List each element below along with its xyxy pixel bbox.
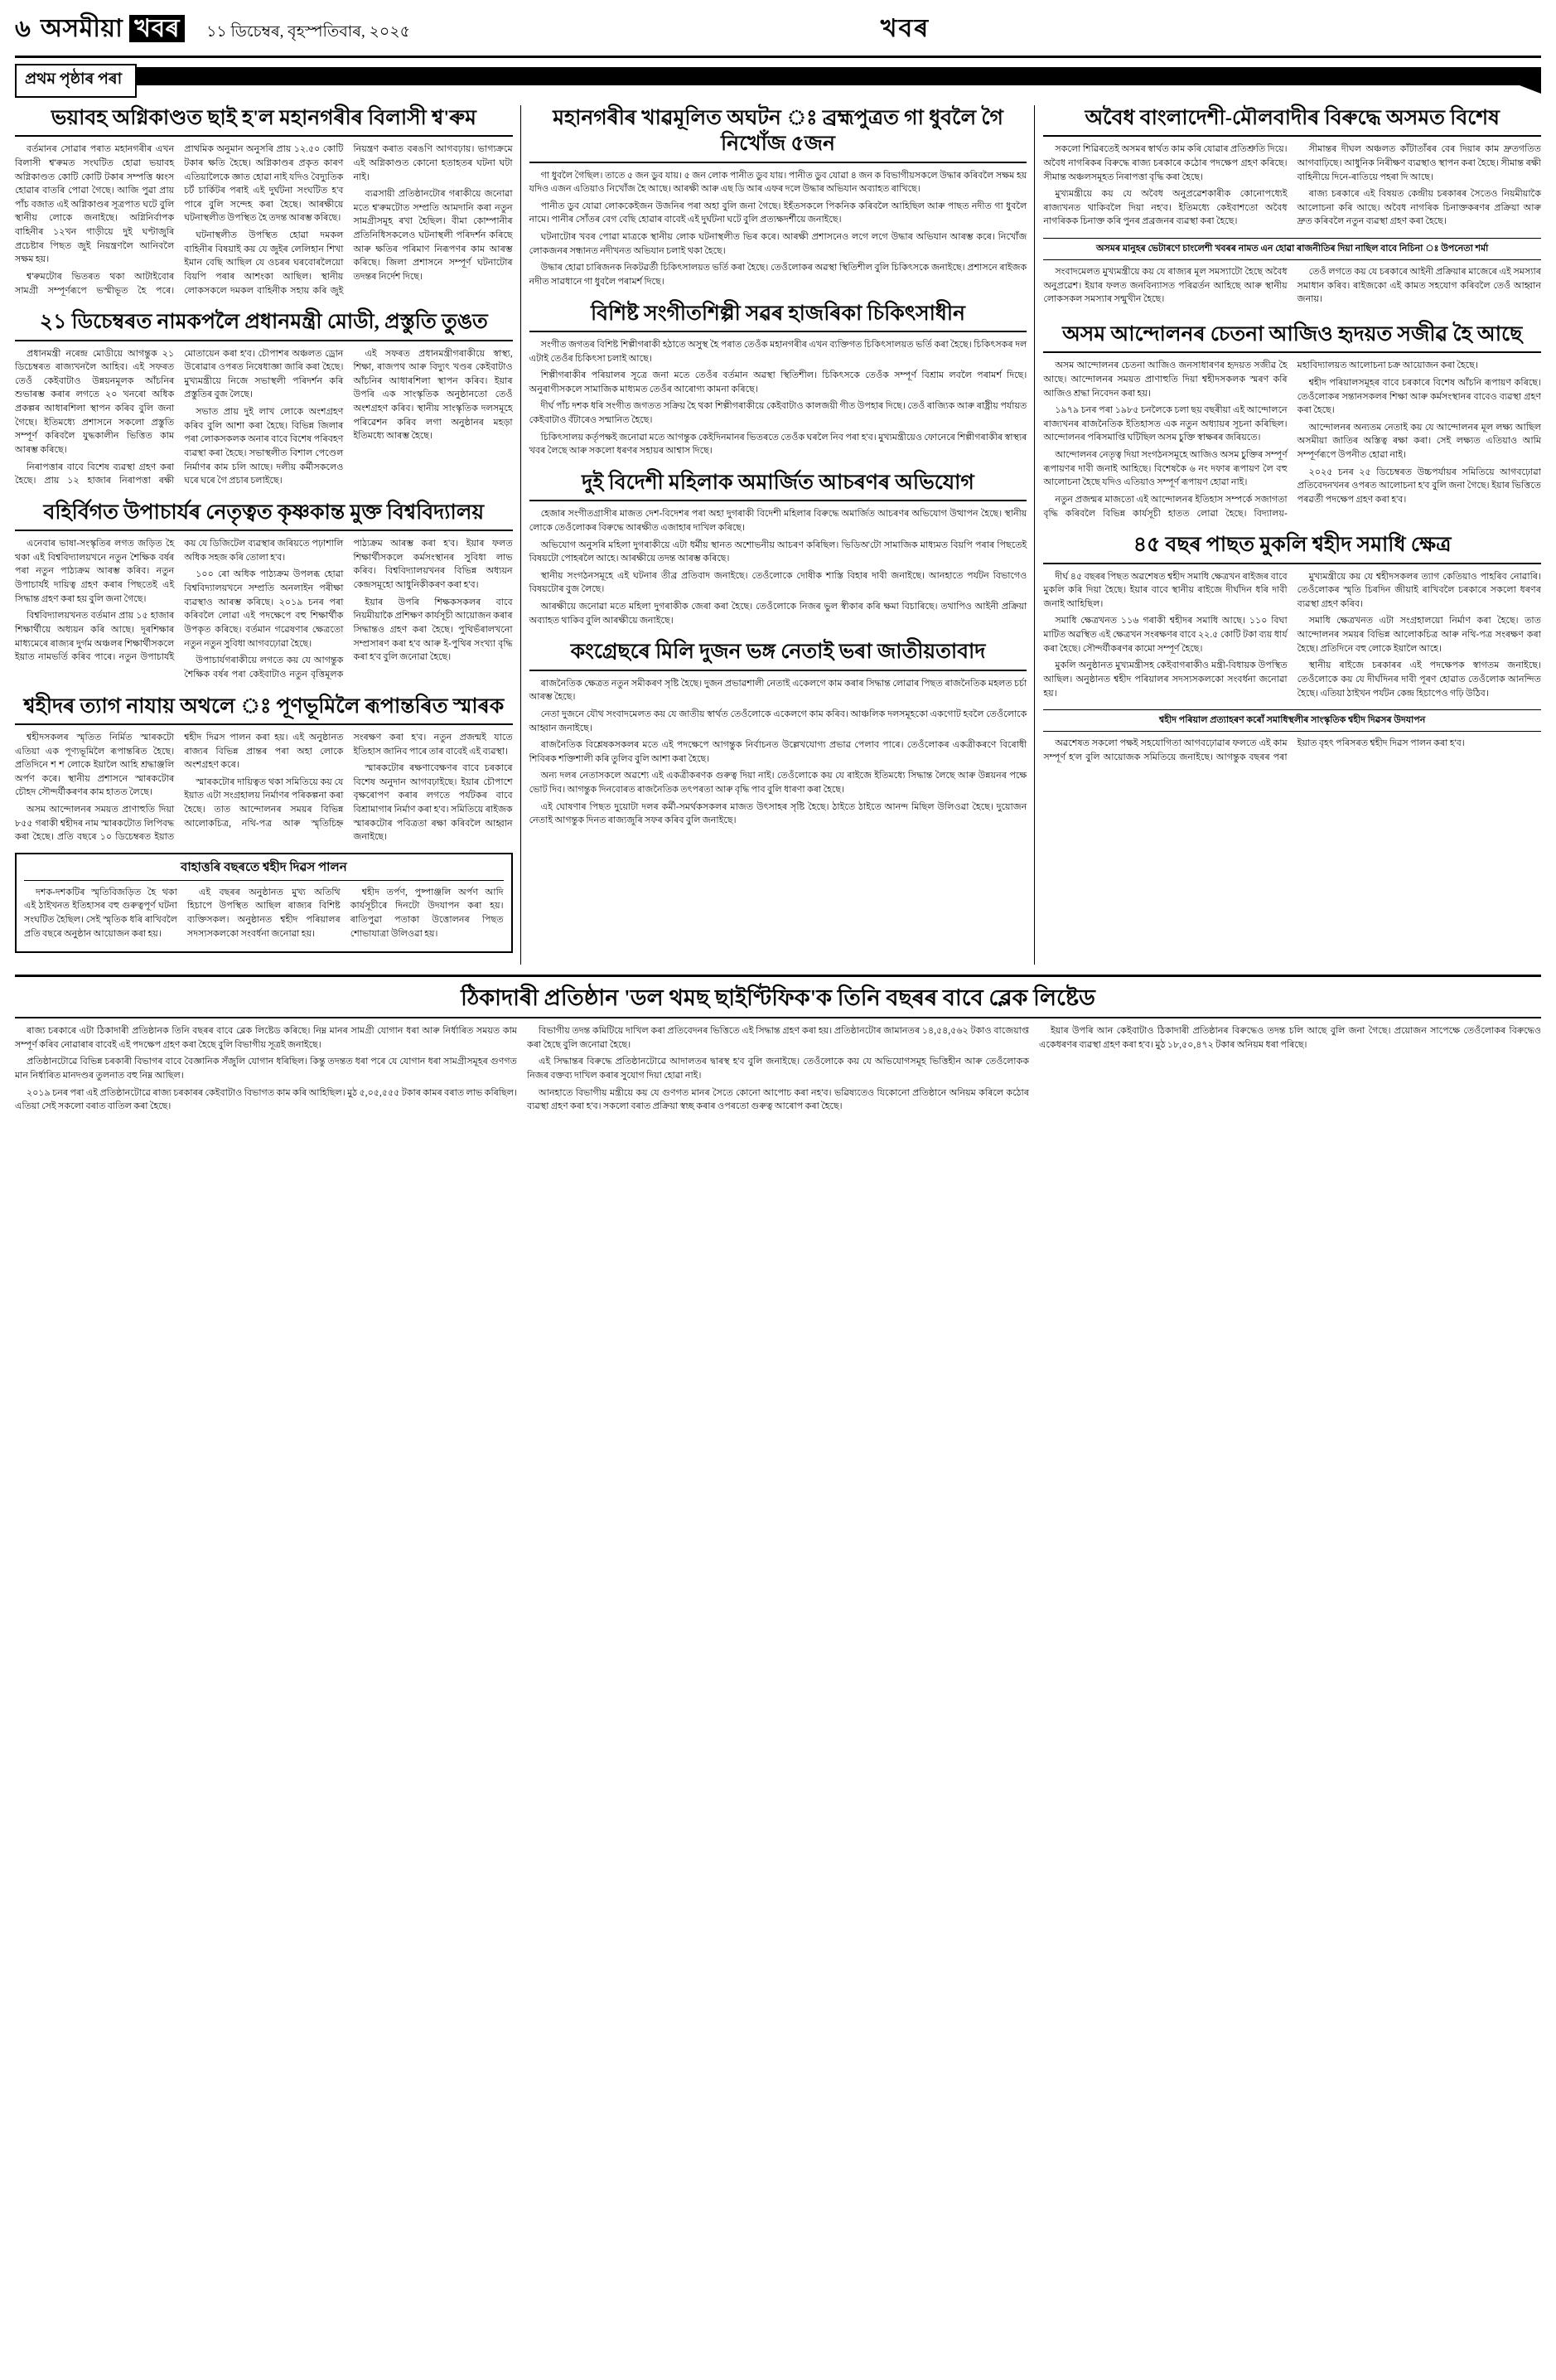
body-martyr-memorial xyxy=(15,731,513,844)
paper-title-part2: খবৰ xyxy=(129,15,185,42)
headline-shahid-cemetery: ৪৫ বছৰ পাছত মুকলি শ্বহীদ সমাধি ক্ষেত্ৰ xyxy=(1043,532,1541,564)
body-assam-movement xyxy=(1043,359,1541,520)
paragraph: নেতা দুজনে যৌথ সংবাদমেলত কয় যে জাতীয় স্বাৰ্থত তেওঁলোকে একেলগে কাম কৰিব। আঞ্চলিক দলসমূহকো একগোট হবলৈ তেওঁলোকে আহ্বান জনাইছে। xyxy=(529,709,1027,733)
headline-assam-movement: অসম আন্দোলনৰ চেতনা আজিও হৃদয়ত সজীৱ হৈ আছে xyxy=(1043,322,1541,353)
headline-illegal-bangladeshi: অবৈধ বাংলাদেশী-মৌলবাদীৰ বিৰুদ্ধে অসমত বিশেষ xyxy=(1043,105,1541,137)
headline-modi-visit: ২১ ডিচেম্বৰত নামকপলৈ প্ৰধানমন্ত্ৰী মোডী, প্ৰস্তুতি তুঙত xyxy=(15,309,513,341)
headline-brahmaputra-missing: মহানগৰীৰ খাৱমূলিত অঘটন ঃ ব্ৰহ্মপুত্ৰত গা ধুবলৈ গৈ নিখোঁজ ৫জন xyxy=(529,105,1027,163)
paragraph: শ্ব'ৰুমটোৰ ভিতৰত থকা আটাইবোৰ সামগ্ৰী সম্পূৰ্ণৰূপে ভস্মীভূত হৈ পৰে। প্ৰাথমিক অনুমান অনুসৰি প্ৰায় ১২.৫০ কোটি টকাৰ ক্ষতি হৈছে। অগ্নিকাণ্ডৰ প্ৰকৃত কাৰণ এতিয়ালৈকে জ্ঞাত হোৱা নাই যদিও বৈদ্যুতিক চৰ্ট চাৰ্কিটৰ পৰাই এই দুৰ্ঘটনা সংঘটিত হ'ব পাৰে বুলি সন্দেহ কৰা হৈছে। আৰক্ষীয়ে ঘটনাস্থলীত উপস্থিত হৈ তদন্ত আৰম্ভ কৰিছে। xyxy=(15,144,344,296)
column-left xyxy=(15,105,513,965)
paragraph: মুখ্যমন্ত্ৰীয়ে কয় যে অবৈধ অনুপ্ৰৱেশকাৰীক কোনোপধ্যেই ৰাজ্যখনত থাকিবলৈ দিয়া নহ'ব। ইতিমধ্যে কেইবাশতো অবৈধ নাগৰিকক চিনাক্ত কৰি পুনৰ প্ৰব্ৰজনৰ ব্যৱস্থা কৰা হৈছে। xyxy=(1043,189,1288,227)
paragraph: অন্য দলৰ নেতাসকলে অৱশ্যে এই একত্ৰীকৰণক গুৰুত্ব দিয়া নাই। তেওঁলোকে কয় যে ৰাইজে ইতিমধ্যে সিদ্ধান্ত লৈছে আৰু উন্নয়নৰ পক্ষে ভোট দিব। আগন্তুক দিনবোৰত ৰাজনৈতিক তৎপৰতা আৰু বৃদ্ধি পাব বুলি ধাৰণা কৰা হৈছে। xyxy=(529,771,1027,796)
body-martyr-day xyxy=(24,886,504,945)
ribbon-bar xyxy=(15,67,1541,85)
paragraph: স্থানীয় ৰাইজে চৰকাৰৰ এই পদক্ষেপক স্বাগতম জনাইছে। তেওঁলোকে কয় যে দীৰ্ঘদিনৰ দাবী পূৰণ হোৱাত তেওঁলোক আনন্দিত হৈছে। এতিয়া ঠাইখন পৰ্যটন কেন্দ্ৰ হিচাপেও গঢ়ি উঠিব। xyxy=(1297,660,1541,699)
paragraph: সীমান্তৰ দীঘল অঞ্চলত কাঁটাতাঁৰৰ বেৰ দিয়াৰ কাম দ্ৰুতগতিত আগবাঢ়িছে। আধুনিক নিৰীক্ষণ ব্যৱস্থাও স্থাপন কৰা হৈছে। সীমান্ত ৰক্ষী বাহিনীয়ে দিনে-ৰাতিয়ে পহৰা দি আছে। xyxy=(1297,144,1541,182)
paragraph: অসম আন্দোলনৰ সময়ত প্ৰাণাহুতি দিয়া ৮৫৫ গৰাকী শ্বহীদৰ নাম স্মাৰকটোত লিপিবদ্ধ কৰা হৈছে। প্ৰতি বছৰে ১০ ডিচেম্বৰত ইয়াত শ্বহীদ দিৱস পালন কৰা হয়। এই অনুষ্ঠানত ৰাজ্যৰ বিভিন্ন প্ৰান্তৰ পৰা অহা লোকে অংশগ্ৰহণ কৰে। xyxy=(15,732,344,843)
body-fire-showroom xyxy=(15,143,513,298)
paragraph: প্ৰধানমন্ত্ৰী নৰেন্দ্ৰ মোডীয়ে আগন্তুক ২১ ডিচেম্বৰত ৰাজ্যখনলৈ আহিব। এই সফৰত তেওঁ কেইবাটাও উন্নয়নমূলক আঁচনিৰ শুভাৰম্ভ কৰাৰ লগতে ২০ খনৰো অধিক প্ৰকল্পৰ আধাৰশিলা স্থাপন কৰিব বুলি জনা গৈছে। ইতিমধ্যে প্ৰশাসনে সকলো প্ৰস্তুতি সম্পূৰ্ণ কৰিবলৈ যুদ্ধকালীন ভিত্তিত কাম আৰম্ভ কৰিছে। xyxy=(15,348,175,456)
paragraph: দীৰ্ঘ পাঁচ দশক ধৰি সংগীত জগতত সক্ৰিয় হৈ থকা শিল্পীগৰাকীয়ে কেইবাটাও কালজয়ী গীত উপহাৰ দিছে। তেওঁ ৰাজ্যিক আৰু ৰাষ্ট্ৰীয় পৰ্যায়ত কেইবাটাও বঁটাৰেও সন্মানিত হৈছে। xyxy=(529,401,1027,426)
paragraph: গা ধুবলৈ গৈছিল। তাতে ৫ জন ডুব যায়। ৫ জন লোক পানীত ডুব যায়। পানীত ডুব যোৱা ৪ জন ক বিভাগীয়সকলে উদ্ধাৰ কৰিবলৈ সক্ষম হয় যদিও এজন এতিয়াও নিখোঁজ হৈ আছে। আৰক্ষী আৰু এছ ডি আৰ এফৰ দলে উদ্ধাৰ অভিযান অব্যাহত ৰাখিছে। xyxy=(529,170,1027,195)
paragraph: দশক-দশকটিৰ স্মৃতিবিজড়িত হৈ থকা এই ঠাইখনত ইতিহাসৰ বহু গুৰুত্বপূৰ্ণ ঘটনা সংঘটিত হৈছিল। সেই স্মৃতিক ধৰি ৰাখিবলৈ প্ৰতি বছৰে অনুষ্ঠান আয়োজন কৰা হয়। xyxy=(24,887,177,939)
column-right xyxy=(1043,105,1541,965)
headline-martyr-day: বাহাত্তৰি বছৰতে শ্বহীদ দিৱস পালন xyxy=(24,860,504,881)
body-contractor-blacklist xyxy=(15,1024,1541,1114)
article-martyr-memorial xyxy=(15,694,513,954)
paragraph: মুখ্যমন্ত্ৰীয়ে কয় যে শ্বহীদসকলৰ ত্যাগ কেতিয়াও পাহৰিব নোৱাৰি। তেওঁলোকৰ স্মৃতি চিৰদিন জীয়াই ৰাখিবলৈ চৰকাৰে সকলো ধৰণৰ ব্যৱস্থা গ্ৰহণ কৰিব। xyxy=(1297,571,1541,609)
body-shahid-cemetery xyxy=(1043,570,1541,704)
paragraph: ১৯৭৯ চনৰ পৰা ১৯৮৫ চনলৈকে চলা ছয় বছৰীয়া এই আন্দোলনে ৰাজ্যখনৰ ৰাজনৈতিক ইতিহাসত এক নতুন অধ্যায়ৰ সূচনা কৰিছিল। আন্দোলনৰ পৰিসমাপ্তি ঘটিছিল অসম চুক্তি স্বাক্ষৰৰ জৰিয়তে। xyxy=(1043,405,1288,443)
continued-from-ribbon xyxy=(15,64,1541,97)
body-shahid-cemetery-after xyxy=(1043,737,1541,764)
article-shahid-cemetery xyxy=(1043,532,1541,764)
paper-title-part1: অসমীয়া xyxy=(40,15,123,42)
paragraph: সমাধি ক্ষেত্ৰখনত ১১৬ গৰাকী শ্বহীদৰ সমাধি আছে। ১১০ বিঘা মাটিত অৱস্থিত এই ক্ষেত্ৰখন সংৰক্ষণৰ বাবে ২২.৫ কোটি টকা ব্যয় ধাৰ্য কৰা হৈছে। সৌন্দৰ্যীকৰণৰ কামো সম্পূৰ্ণ হৈছে। xyxy=(1043,616,1288,654)
paragraph: এই সফৰত প্ৰধানমন্ত্ৰীগৰাকীয়ে স্বাস্থ্য, শিক্ষা, ৰাজপথ আৰু বিদ্যুৎ খণ্ডৰ কেইবাটাও আঁচনিৰ আধাৰশিলা স্থাপন কৰিব। ইয়াৰ উপৰি এক সাংস্কৃতিক অনুষ্ঠানতো তেওঁ অংশগ্ৰহণ কৰিব। স্থানীয় সাংস্কৃতিক দলসমূহে পৰিৱেশন কৰিব লগা অনুষ্ঠানৰ মহড়া ইতিমধ্যে আৰম্ভ হৈছে। xyxy=(353,348,513,442)
paragraph: শ্বহীদ পৰিয়ালসমূহৰ বাবে চৰকাৰে বিশেষ আঁচনি ৰূপায়ণ কৰিছে। তেওঁলোকৰ সন্তানসকলৰ শিক্ষা আৰু কৰ্মসংস্থানৰ বাবেও ব্যৱস্থা গ্ৰহণ কৰা হৈছে। xyxy=(1297,377,1541,416)
paragraph: বিশ্ববিদ্যালয়খনত বৰ্তমান প্ৰায় ১৫ হাজাৰ শিক্ষাৰ্থীয়ে অধ্যয়ন কৰি আছে। দূৰশিক্ষাৰ মাধ্যমেৰে ৰাজ্যৰ দুৰ্গম অঞ্চলৰ শিক্ষাৰ্থীসকলে ইয়াত নামভৰ্তি কৰিব পাৰে। নতুন উপাচাৰ্যই কয় যে ডিজিটেল ব্যৱস্থাৰ জৰিয়তে পঢ়াশালি অধিক সহজ কৰি তোলা হ'ব। xyxy=(15,539,344,663)
paragraph: স্মাৰকটোৰ ৰক্ষণাবেক্ষণৰ বাবে চৰকাৰে বিশেষ অনুদান আগবঢ়াইছে। ইয়াৰ চৌপাশে বৃক্ষৰোপণ কৰাৰ লগতে পৰ্যটকৰ বাবে বিশ্ৰামাগাৰ নিৰ্মাণ কৰা হ'ব। সমিতিয়ে ৰাইজক স্মাৰকটোৰ পবিত্ৰতা ৰক্ষা কৰিবলৈ আহ্বান জনাইছে। xyxy=(353,763,513,843)
paragraph: উদ্ধাৰ হোৱা চাৰিজনক নিকটৱৰ্তী চিকিৎসালয়ত ভৰ্তি কৰা হৈছে। তেওঁলোকৰ অৱস্থা স্থিতিশীল বুলি চিকিৎসকে জনাইছে। প্ৰশাসনে ৰাইজক নদীত সাৱধানে গা ধুবলৈ পৰামৰ্শ দিছে। xyxy=(529,263,1027,287)
paragraph: প্ৰতিষ্ঠানটোৱে বিভিন্ন চৰকাৰী বিভাগৰ বাবে বৈজ্ঞানিক সঁজুলি যোগান ধৰিছিল। কিন্তু তদন্তত ধৰা পৰে যে যোগান ধৰা সামগ্ৰীসমূহৰ গুণগত মান নিৰ্ধাৰিত মানদণ্ডৰ তুলনাত বহু নিম্ন আছিল। xyxy=(15,1057,517,1081)
paragraph: ঘটনাস্থলীত উপস্থিত হোৱা দমকল বাহিনীৰ বিষয়াই কয় যে জুইৰ লেলিহান শিখা ইমান বেছি আছিল যে ওচৰৰ ঘৰবোৰলৈয়ো বিয়পি পৰাৰ আশংকা আছিল। স্থানীয় লোকসকলে দমকল বাহিনীক সহায় কৰি জুই নিয়ন্ত্ৰণ কৰাত বৰঙণি আগবঢ়ায়। ভাগ্যক্ৰমে এই অগ্নিকাণ্ডত কোনো হতাহতৰ ঘটনা ঘটা নাই। xyxy=(184,144,513,296)
paragraph: বিভাগীয় তদন্ত কমিটিয়ে দাখিল কৰা প্ৰতিবেদনৰ ভিত্তিতে এই সিদ্ধান্ত গ্ৰহণ কৰা হয়। প্ৰতিষ্ঠানটোৰ জামানতৰ ১৪,৫৪,৫৬২ টকাও বাজেয়াপ্ত কৰা হৈছে বুলি জনোৱা হৈছে। xyxy=(527,1026,1029,1050)
paragraph: উপাচাৰ্যগৰাকীয়ে লগতে কয় যে আগন্তুক শৈক্ষিক বৰ্ষৰ পৰা কেইবাটাও নতুন বৃত্তিমূলক পাঠ্যক্ৰম আৰম্ভ কৰা হ'ব। ইয়াৰ ফলত শিক্ষাৰ্থীসকলে কৰ্মসংস্থানৰ সুবিধা লাভ কৰিব। বিশ্ববিদ্যালয়খনৰ বিভিন্ন অধ্যয়ন কেন্দ্ৰসমূহো আধুনিকীকৰণ কৰা হ'ব। xyxy=(184,539,513,680)
body-two-foreign-women xyxy=(529,507,1027,627)
paragraph: ঘটনাটোৰ খবৰ পোৱা মাত্ৰকে স্থানীয় লোক ঘটনাস্থলীত ভিৰ কৰে। আৰক্ষী প্ৰশাসনেও লগে লগে উদ্ধাৰ অভিযান আৰম্ভ কৰে। নিখোঁজ লোকজনৰ সন্ধানত নদীখনত অভিযান চলাই থকা হৈছে। xyxy=(529,232,1027,256)
body-modi-visit xyxy=(15,347,513,488)
section-heading: খবৰ xyxy=(880,15,930,42)
headline-open-university: বহিৰ্বিগত উপাচাৰ্যৰ নেতৃত্বত কৃষ্ণকান্ত মুক্ত বিশ্ববিদ্যালয় xyxy=(15,500,513,531)
ribbon-arrow-icon xyxy=(1520,85,1541,94)
paragraph: এই বছৰৰ অনুষ্ঠানত মুখ্য অতিথি হিচাপে উপস্থিত আছিল ৰাজ্যৰ বিশিষ্ট ব্যক্তিসকল। অনুষ্ঠানত শ্বহীদ পৰিয়ালৰ সদস্যসকলকো সংবৰ্ধনা জনোৱা হয়। xyxy=(186,887,341,939)
paragraph: এই ঘোষণাৰ পিছত দুয়োটা দলৰ কৰ্মী-সমৰ্থকসকলৰ মাজত উৎসাহৰ সৃষ্টি হৈছে। ঠাইতে ঠাইতে আনন্দ মিছিল উলিওৱা হৈছে। দুয়োজন নেতাই আগন্তুক দিনত ৰাজ্যজুৰি সফৰ কৰিব বুলি জনাইছে। xyxy=(529,801,1027,826)
headline-contractor-blacklist: ঠিকাদাৰী প্ৰতিষ্ঠান 'ডল থমছ ছাইণ্টিফিক'ক তিনি বছৰৰ বাবে ব্লেক লিষ্টেড xyxy=(15,984,1541,1018)
paragraph: স্মাৰকটোৰ দায়িত্বত থকা সমিতিয়ে কয় যে ইয়াত এটা সংগ্ৰহালয় নিৰ্মাণৰ পৰিকল্পনা কৰা হৈছে। তাত আন্দোলনৰ সময়ৰ বিভিন্ন আলোকচিত্ৰ, নথি-পত্ৰ আৰু স্মৃতিচিহ্ন সংৰক্ষণ কৰা হ'ব। নতুন প্ৰজন্মই যাতে ইতিহাস জানিব পাৰে তাৰ বাবেই এই ব্যৱস্থা। xyxy=(184,732,513,829)
article-illegal-bangladeshi xyxy=(1043,105,1541,310)
caption-shahid-cemetery: শ্বহীদ পৰিয়াল প্ৰত্যাহৰণ কৰোঁ সমাধিস্থলীৰ সাংস্কৃতিক শ্বহীদ দিৱসৰ উদযাপন xyxy=(1043,709,1541,732)
paragraph: সভাত প্ৰায় দুই লাখ লোকে অংশগ্ৰহণ কৰিব বুলি আশা কৰা হৈছে। বিভিন্ন জিলাৰ পৰা লোকসকলক অনাৰ বাবে বিশেষ পৰিবহণ ব্যৱস্থা কৰা হৈছে। সভাস্থলীত বিশাল পেণ্ডেল নিৰ্মাণৰ কাম চলি আছে। দলীয় কৰ্মীসকলেও ঘৰে ঘৰে গৈ প্ৰচাৰ চলাইছে। xyxy=(184,407,344,486)
paragraph: অৱশেষত সকলো পক্ষই সহযোগিতা আগবঢ়োৱাৰ ফলতে এই কাম সম্পূৰ্ণ হ'ল বুলি আয়োজক সমিতিয়ে জনাইছে। আগন্তুক বছৰৰ পৰা ইয়াত বৃহৎ পৰিসৰত শ্বহীদ দিৱস পালন কৰা হ'ব। xyxy=(1043,738,1465,762)
issue-date: ১১ ডিচেম্বৰ, বৃহস্পতিবাৰ, ২০২৫ xyxy=(206,23,410,41)
paragraph: তেওঁ লগতে কয় যে চৰকাৰে আইনী প্ৰক্ৰিয়াৰ মাজেৰে এই সমস্যাৰ সমাধান কৰিব। ৰাইজকো এই কামত সহযোগ কৰিবলৈ তেওঁ আহ্বান জনায়। xyxy=(1297,267,1541,305)
article-singer-hospitalised xyxy=(529,301,1027,458)
body-two-leaders-unite xyxy=(529,677,1027,828)
body-brahmaputra-missing xyxy=(529,169,1027,289)
paragraph: অসম আন্দোলনৰ চেতনা আজিও জনসাধাৰণৰ হৃদয়ত সজীৱ হৈ আছে। আন্দোলনৰ সময়ত প্ৰাণাহুতি দিয়া শ্বহীদসকলক স্মৰণ কৰি আজিও শ্ৰদ্ধা নিবেদন কৰা হয়। xyxy=(1043,360,1288,399)
paragraph: আনহাতে বিভাগীয় মন্ত্ৰীয়ে কয় যে গুণগত মানৰ সৈতে কোনো আপোচ কৰা নহ'ব। ভৱিষ্যতেও যিকোনো প্ৰতিষ্ঠানে অনিয়ম কৰিলে কঠোৰ ব্যৱস্থা গ্ৰহণ কৰা হ'ব। সকলো বৰাত প্ৰক্ৰিয়া স্বচ্ছ কৰাৰ ওপৰতো গুৰুত্ব আৰোপ কৰা হৈছে। xyxy=(527,1087,1029,1112)
body-open-university xyxy=(15,537,513,681)
paragraph: সংবাদমেলত মুখ্যমন্ত্ৰীয়ে কয় যে ৰাজ্যৰ মূল সমস্যাটো হৈছে অবৈধ অনুপ্ৰৱেশ। ইয়াৰ ফলত জনবিন্যাসত পৰিৱৰ্তন আহিছে আৰু স্থানীয় লোকসকল সমস্যাৰ সন্মুখীন হৈছে। xyxy=(1043,267,1288,305)
paragraph: শ্বহীদ তৰ্পণ, পুষ্পাঞ্জলি অৰ্পণ আদি কাৰ্যসূচীৰে দিনটো উদযাপন কৰা হয়। ৰাতিপুৱা পতাকা উত্তোলনৰ পিছত শোভাযাত্ৰা উলিওৱা হয়। xyxy=(350,887,504,939)
paragraph: শ্বহীদসকলৰ স্মৃতিত নিৰ্মিত স্মাৰকটো এতিয়া এক পূণ্যভূমিলৈ ৰূপান্তৰিত হৈছে। প্ৰতিদিনে শ শ লোকে ইয়ালৈ আহি শ্ৰদ্ধাঞ্জলি অৰ্পণ কৰে। স্থানীয় প্ৰশাসনে স্মাৰকটোৰ চৌহদ সৌন্দৰ্যীকৰণৰ কাম হাতত লৈছে। xyxy=(15,732,175,798)
headline-fire-showroom: ভয়াবহ অগ্নিকাণ্ডত ছাই হ'ল মহানগৰীৰ বিলাসী শ্ব'ৰুম xyxy=(15,105,513,137)
paragraph: ৰাজ্য চৰকাৰে এই বিষয়ত কেন্দ্ৰীয় চৰকাৰৰ সৈতেও নিয়মীয়াকৈ আলোচনা কৰি আছে। অবৈধ নাগৰিক চিনাক্তকৰণৰ প্ৰক্ৰিয়া আৰু দ্ৰুত কৰিবলৈ নতুন ব্যৱস্থা গ্ৰহণ কৰা হৈছে। xyxy=(1297,189,1541,227)
headline-two-leaders-unite: কংগ্ৰেছৰে মিলি দুজন ভঙ্গ নেতাই ভৰা জাতীয়তাবাদ xyxy=(529,639,1027,670)
paragraph: ইয়াৰ উপৰি শিক্ষকসকলৰ বাবে নিয়মীয়াকৈ প্ৰশিক্ষণ কাৰ্যসূচী আয়োজন কৰাৰ সিদ্ধান্তও গ্ৰহণ কৰা হৈছে। পুথিভঁৰালখনো সম্প্ৰসাৰণ কৰা হ'ব আৰু ই-পুথিৰ সংখ্যা বৃদ্ধি কৰা হ'ব বুলি জনোৱা হৈছে। xyxy=(353,597,513,663)
boxed-martyr-day xyxy=(15,853,513,953)
paragraph: পানীত ডুব যোৱা লোককেইজন উজনিৰ পৰা অহা বুলি জনা গৈছে। ইহঁতসকলে পিকনিক কৰিবলৈ আহিছিল আৰু পাছত নদীত গা ধুবলৈ নামে। পানীৰ সোঁতৰ বেগ বেছি হোৱাৰ বাবেই এই দুৰ্ঘটনা ঘটে বুলি প্ৰত্যক্ষদৰ্শীয়ে জনাইছে। xyxy=(529,201,1027,225)
article-brahmaputra-missing xyxy=(529,105,1027,289)
paragraph: বৰ্তমানৰ সোৱাৰ পৰাত মহানগৰীৰ এখন বিলাসী শ্ব'ৰুমত সংঘটিত হোৱা ভয়াবহ অগ্নিকাণ্ডত কোটি কোটি টকাৰ সম্পত্তি ধ্বংস হোৱাৰ বাতৰি পোৱা গৈছে। আজি পুৱা প্ৰায় পাঁচ বজাত এই অগ্নিকাণ্ডৰ সূত্ৰপাত ঘটে বুলি স্থানীয় লোকে জনাইছে। অগ্নিনিৰ্বাপক বাহিনীৰ ১২খন গাড়ীয়ে দুই ঘণ্টাজুৰি প্ৰচেষ্টাৰ পিছত জুই নিয়ন্ত্ৰণলৈ আনিবলৈ সক্ষম হয়। xyxy=(15,144,175,265)
article-fire-showroom xyxy=(15,105,513,298)
paragraph: সংগীত জগতৰ বিশিষ্ট শিল্পীগৰাকী হঠাতে অসুস্থ হৈ পৰাত তেওঁক মহানগৰীৰ এখন ব্যক্তিগত চিকিৎসালয়ত ভৰ্তি কৰা হৈছে। চিকিৎসকৰ দল এটাই তেওঁৰ চিকিৎসা চলাই আছে। xyxy=(529,339,1027,364)
paragraph: ব্যৱসায়ী প্ৰতিষ্ঠানটোৰ গৰাকীয়ে জনোৱা মতে শ্ব'ৰুমটোত সম্প্ৰতি আমদানি কৰা নতুন সামগ্ৰীসমূহ ৰখা হৈছিল। বীমা কোম্পানীৰ প্ৰতিনিধিসকলেও ঘটনাস্থলী পৰিদৰ্শন কৰিছে আৰু ক্ষতিৰ পৰিমাণ নিৰূপণৰ কাম আৰম্ভ কৰিছে। জিলা প্ৰশাসনে সম্পূৰ্ণ ঘটনাটোৰ তদন্তৰ নিৰ্দেশ দিছে। xyxy=(353,189,513,283)
paragraph: আন্দোলনৰ নেতৃত্ব দিয়া সংগঠনসমূহে আজিও অসম চুক্তিৰ সম্পূৰ্ণ ৰূপায়ণৰ দাবী জনাই আহিছে। বিশেষকৈ ৬ নং দফাৰ ৰূপায়ণ লৈ বহু আলোচনা হৈছে যদিও এতিয়াও সম্পূৰ্ণ ৰূপায়ণ হোৱা নাই। xyxy=(1043,450,1288,488)
paragraph: নিৰাপত্তাৰ বাবে বিশেষ ব্যৱস্থা গ্ৰহণ কৰা হৈছে। প্ৰায় ১২ হাজাৰ নিৰাপত্তা ৰক্ষী মোতায়েন কৰা হ'ব। চৌপাশৰ অঞ্চলত ড্ৰোন উৰোৱাৰ ওপৰত নিষেধাজ্ঞা জাৰি কৰা হৈছে। মুখ্যমন্ত্ৰীয়ে নিজে সভাস্থলী পৰিদৰ্শন কৰি প্ৰস্তুতিৰ বুজ লৈছে। xyxy=(15,348,344,486)
paragraph: ৰাজনৈতিক ক্ষেত্ৰত নতুন সমীকৰণ সৃষ্টি হৈছে। দুজন প্ৰভাৱশালী নেতাই একেলগে কাম কৰাৰ সিদ্ধান্ত লোৱাৰ পিছত ৰাজনৈতিক মহলত চৰ্চা আৰম্ভ হৈছে। xyxy=(529,678,1027,703)
article-contractor-blacklist xyxy=(15,975,1541,1114)
body-singer-hospitalised xyxy=(529,338,1027,458)
article-two-leaders-unite xyxy=(529,639,1027,828)
paragraph: ৰাজ্য চৰকাৰে এটা ঠিকাদাৰী প্ৰতিষ্ঠানক তিনি বছৰৰ বাবে ব্লেক লিষ্টেড কৰিছে। নিম্ন মানৰ সামগ্ৰী যোগান ধৰা আৰু নিৰ্ধাৰিত সময়ত কাম সম্পূৰ্ণ কৰিব নোৱাৰাৰ বাবেই এই পদক্ষেপ গ্ৰহণ কৰা হৈছে বুলি বিভাগীয় সূত্ৰই জনাইছে। xyxy=(15,1026,517,1050)
paragraph: সমাধি ক্ষেত্ৰখনত এটা সংগ্ৰহালয়ো নিৰ্মাণ কৰা হৈছে। তাত আন্দোলনৰ সময়ৰ বিভিন্ন আলোকচিত্ৰ আৰু নথি-পত্ৰ সংৰক্ষণ কৰা হৈছে। প্ৰতিদিনে বহু লোকে ইয়ালৈ আহে। xyxy=(1297,616,1541,654)
paragraph: হেজাৰ সংগীতগ্ৰাসীৰ মাজত দেশ-বিদেশৰ পৰা অহা দুগৰাকী বিদেশী মহিলাৰ বিৰুদ্ধে অমাৰ্জিত আচৰণৰ অভিযোগ উত্থাপন হৈছে। স্থানীয় লোকে তেওঁলোকৰ বিৰুদ্ধে আৰক্ষীত এজাহাৰ দাখিল কৰিছে। xyxy=(529,509,1027,533)
paragraph: আন্দোলনৰ অন্যতম নেতাই কয় যে আন্দোলনৰ মূল লক্ষ্য আছিল অসমীয়া জাতিৰ অস্তিত্ব ৰক্ষা কৰা। সেই লক্ষ্যত এতিয়াও আমি সম্পূৰ্ণৰূপে উপনীত হোৱা নাই। xyxy=(1297,422,1541,461)
paragraph: ইয়াৰ উপৰি আন কেইবাটাও ঠিকাদাৰী প্ৰতিষ্ঠানৰ বিৰুদ্ধেও তদন্ত চলি আছে বুলি জনা গৈছে। প্ৰয়োজন সাপেক্ষে তেওঁলোকৰ বিৰুদ্ধেও একেধৰণৰ ব্যৱস্থা গ্ৰহণ কৰা হ'ব। মুঠ ১৮,৫০,৪৭২ টকাৰ অনিয়ম ধৰা পৰিছে। xyxy=(1039,1026,1541,1050)
headline-two-foreign-women: দুই বিদেশী মহিলাক অমাৰ্জিত আচৰণৰ অভিযোগ xyxy=(529,470,1027,501)
article-modi-visit xyxy=(15,309,513,488)
paragraph: দীৰ্ঘ ৪৫ বছৰৰ পিছত অৱশেষত শ্বহীদ সমাধি ক্ষেত্ৰখন ৰাইজৰ বাবে মুকলি কৰি দিয়া হৈছে। ইয়াৰ বাবে স্থানীয় ৰাইজে দীৰ্ঘদিন ধৰি দাবী জনাই আহিছিল। xyxy=(1043,571,1288,609)
body-illegal-bangladeshi-after xyxy=(1043,265,1541,310)
paragraph: অভিযোগ অনুসৰি মহিলা দুগৰাকীয়ে এটা ধৰ্মীয় স্থানত অশোভনীয় আচৰণ কৰিছিল। ভিডিঅ'টো সামাজিক মাধ্যমত বিয়পি পৰাৰ পিছতেই বিষয়টো পোহৰলৈ আহে। আৰক্ষীয়ে তদন্ত আৰম্ভ কৰিছে। xyxy=(529,539,1027,564)
paragraph: এই সিদ্ধান্তৰ বিৰুদ্ধে প্ৰতিষ্ঠানটোৱে আদালতৰ দ্বাৰস্থ হ'ব বুলি জনাইছে। তেওঁলোকে কয় যে অভিযোগসমূহ ভিত্তিহীন আৰু তেওঁলোকক নিজৰ বক্তব্য দাখিল কৰাৰ সুযোগ দিয়া হোৱা নাই। xyxy=(527,1057,1029,1081)
masthead xyxy=(15,8,1541,58)
article-assam-movement xyxy=(1043,322,1541,520)
paper-title xyxy=(41,8,185,51)
page-number: ৬ xyxy=(15,16,31,42)
paragraph: ১০০ ৰো অধিক পাঠ্যক্ৰম উপলব্ধ হোৱা বিশ্ববিদ্যালয়খনে সম্প্ৰতি অনলাইন পৰীক্ষা ব্যৱস্থাও আৰম্ভ কৰিছে। ২০১৯ চনৰ পৰা কৰিবলৈ লোৱা এই পদক্ষেপে বহু শিক্ষাৰ্থীক উপকৃত কৰিছে। বৰ্তমান গৱেষণাৰ ক্ষেত্ৰতো নতুন নতুন সুবিধা আগবঢ়োৱা হৈছে। xyxy=(184,569,344,649)
headline-singer-hospitalised: বিশিষ্ট সংগীতশিল্পী সৱৰ হাজৰিকা চিকিৎসাধীন xyxy=(529,301,1027,332)
paragraph: ৰাজনৈতিক বিশ্লেষকসকলৰ মতে এই পদক্ষেপে আগন্তুক নিৰ্বাচনত উল্লেখযোগ্য প্ৰভাৱ পেলাব পাৰে। তেওঁলোকৰ একত্ৰীকৰণে বিৰোধী শিবিৰক শক্তিশালী কৰি তুলিব বুলি আশা কৰা হৈছে। xyxy=(529,740,1027,764)
caption-illegal-bangladeshi: অসমৰ মানুহৰ ভেটাৰণে চাংলেশী খবৰৰ নামত এন হোৱা ৰাজনীতিৰ দিয়া নাছিল বাবে নিচিনা ঃ উপনেতা শৰ্মা xyxy=(1043,238,1541,260)
paragraph: এনেবাৰ ভাষা-সংস্কৃতিৰ লগত জড়িত হৈ থকা এই বিশ্ববিদ্যালয়খনে নতুন শৈক্ষিক বৰ্ষৰ পৰা নতুন পাঠ্যক্ৰম আৰম্ভ কৰিব। নতুন উপাচাৰ্যই দায়িত্ব গ্ৰহণ কৰাৰ পিছতেই এই সিদ্ধান্ত গ্ৰহণ কৰা হয় বুলি জনা গৈছে। xyxy=(15,539,175,604)
paragraph: নতুন প্ৰজন্মৰ মাজতো এই আন্দোলনৰ ইতিহাস সম্পৰ্কে সজাগতা বৃদ্ধি কৰিবলৈ বিভিন্ন কাৰ্যসূচী হাতত লোৱা হৈছে। বিদ্যালয়-মহাবিদ্যালয়ত আলোচনা চক্ৰ আয়োজন কৰা হৈছে। xyxy=(1043,360,1478,519)
article-two-foreign-women xyxy=(529,470,1027,627)
article-open-university xyxy=(15,500,513,682)
paragraph: মুকলি অনুষ্ঠানত মুখ্যমন্ত্ৰীসহ কেইবাগৰাকীও মন্ত্ৰী-বিধায়ক উপস্থিত আছিল। অনুষ্ঠানত শ্বহীদ পৰিয়ালৰ সদস্যসকলকো সংবৰ্ধনা জনোৱা হয়। xyxy=(1043,660,1288,699)
paragraph: শিল্পীগৰাকীৰ পৰিয়ালৰ সূত্ৰে জনা মতে তেওঁৰ বৰ্তমান অৱস্থা স্থিতিশীল। চিকিৎসকে তেওঁক সম্পূৰ্ণ বিশ্ৰাম লবলৈ পৰামৰ্শ দিছে। অনুৰাগীসকলে সামাজিক মাধ্যমত তেওঁৰ আৰোগ্য কামনা কৰিছে। xyxy=(529,370,1027,394)
paragraph: সকলো শিৱিৰতেই অসমৰ স্বাৰ্থত কাম কৰি যোৱাৰ প্ৰতিশ্ৰুতি দিয়ে। অবৈধ নাগৰিকৰ বিৰুদ্ধে ৰাজ্য চৰকাৰে কঠোৰ পদক্ষেপ গ্ৰহণ কৰিছে। সীমান্ত অঞ্চলসমূহত নিৰাপত্তা বৃদ্ধি কৰা হৈছে। xyxy=(1043,144,1288,182)
ribbon-label: প্ৰথম পৃষ্ঠাৰ পৰা xyxy=(15,64,137,98)
paragraph: আৰক্ষীয়ে জনোৱা মতে মহিলা দুগৰাকীক জেৰা কৰা হৈছে। তেওঁলোকে নিজৰ ভুল স্বীকাৰ কৰি ক্ষমা বিচাৰিছে। তথাপিও আইনী প্ৰক্ৰিয়া অব্যাহত থাকিব বুলি আৰক্ষীয়ে জনাইছে। xyxy=(529,602,1027,626)
headline-martyr-memorial: শ্বহীদৰ ত্যাগ নাযায় অথলে ঃ পূণভূমিলৈ ৰূপান্তৰিত স্মাৰক xyxy=(15,694,513,725)
paragraph: চিকিৎসালয় কৰ্তৃপক্ষই জনোৱা মতে আগন্তুক কেইদিনমানৰ ভিতৰতে তেওঁক ঘৰলৈ নিব পৰা হ'ব। মুখ্যমন্ত্ৰীয়েও ফোনেৰে শিল্পীগৰাকীৰ স্বাস্থ্যৰ খবৰ লৈছে আৰু সকলো ধৰণৰ সহায়ৰ আশ্বাস দিছে। xyxy=(529,432,1027,457)
paragraph: স্থানীয় সংগঠনসমূহে এই ঘটনাৰ তীব্ৰ প্ৰতিবাদ জনাইছে। তেওঁলোকে দোষীক শাস্তি বিহাৰ দাবী জনাইছে। আনহাতে পৰ্যটন বিভাগেও বিষয়টোৰ বুজ লৈছে। xyxy=(529,570,1027,595)
paragraph: ২০১৯ চনৰ পৰা এই প্ৰতিষ্ঠানটোৱে ৰাজ্য চৰকাৰৰ কেইবাটাও বিভাগত কাম কৰি আহিছিল। মুঠ ৫,০৫,৫৫৫ টকাৰ কামৰ বৰাত লাভ কৰিছিল। এতিয়া সেই সকলো বৰাত বাতিল কৰা হৈছে। xyxy=(15,1087,517,1112)
body-illegal-bangladeshi xyxy=(1043,143,1541,232)
masthead-left xyxy=(15,8,410,51)
main-columns xyxy=(15,105,1541,965)
column-middle xyxy=(529,105,1027,965)
paragraph: ২০২৫ চনৰ ২৫ ডিচেম্বৰত উচ্চপৰ্যায়ৰ সমিতিয়ে আগবঢ়োৱা প্ৰতিবেদনখনৰ ওপৰত আলোচনা হ'ব বুলি জনা গৈছে। ইয়াৰ ভিত্তিতে পৰৱৰ্তী পদক্ষেপ গ্ৰহণ কৰা হ'ব। xyxy=(1297,467,1541,506)
